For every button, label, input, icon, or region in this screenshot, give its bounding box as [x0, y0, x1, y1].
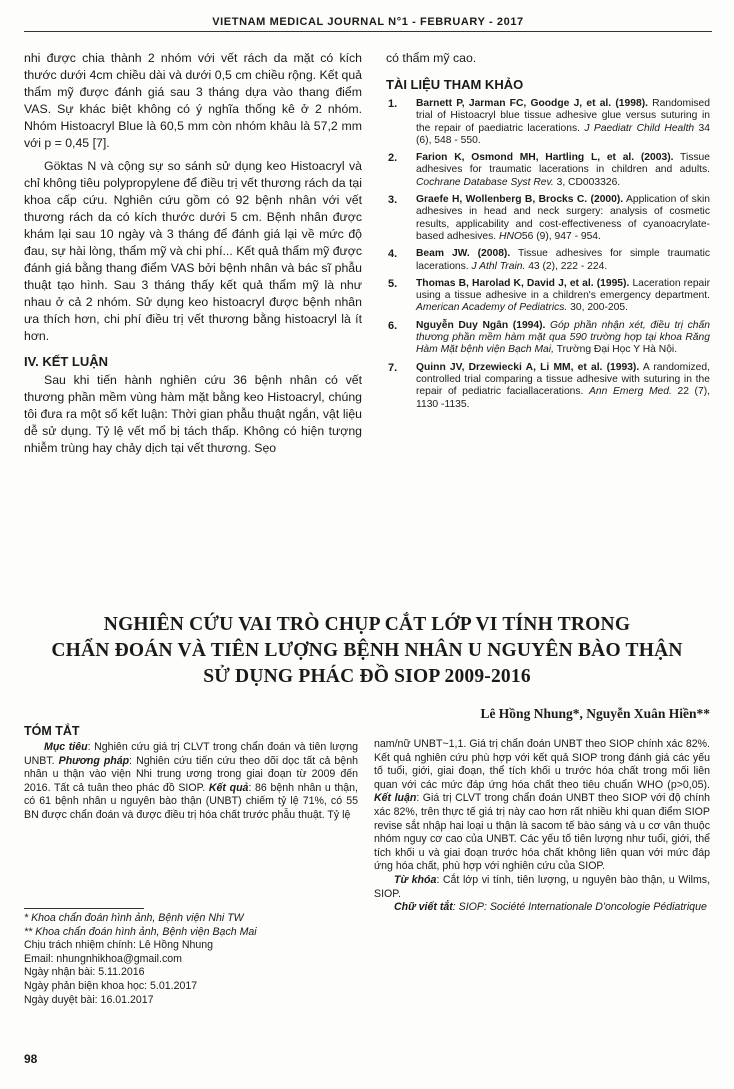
reference-authors: Thomas B, Harolad K, David J, et al. (1995). [416, 277, 630, 289]
article-title [30, 612, 704, 690]
reference-details: 43 (2), 222 - 224. [525, 260, 608, 272]
reference-journal: Ann Emerg Med. [589, 386, 672, 398]
reference-number: 2. [388, 152, 398, 165]
reference-number: 7. [388, 361, 398, 374]
reference-item [386, 194, 710, 243]
journal-header: VIETNAM MEDICAL JOURNAL N°1 - FEBRUARY - 2017 [24, 16, 712, 32]
reference-details: 30, 200-205. [567, 302, 628, 314]
label-phuong-phap: Phương pháp [58, 754, 130, 767]
paragraph: Göktas N và cộng sự so sánh sử dụng keo Histoacryl và chỉ không tiêu polypropylene để điều trị vết thương rách da tại khoa cấp cứu. Nghiên cứu gồm có 92 bệnh nhân với vết thương rách da có kích thước dưới 5 cm. Bệnh nhân được khám lại sau 10 ngày và 3 tháng để đánh giá lại về mức độ đau, sự hài lòng, thẩm mỹ và chi phí... Kết quả thẩm mỹ được đánh giá bằng thang điểm VAS bởi bệnh nhân và bác sĩ phẫu thuật tạo hình. Sau 3 tháng thấy kết quả thẩm mỹ là như nhau ở cả 2 nhóm. Sử dụng keo histoacryl được bệnh nhân ưa thích hơn, chi phí điều trị vết thương bằng histoacryl là ít hơn. [24, 159, 362, 343]
label-tu-khoa: Từ khóa [394, 873, 437, 886]
reference-authors: Quinn JV, Drzewiecki A, Li MM, et al. (1993). [416, 361, 640, 373]
reference-authors: Barnett P, Jarman FC, Goodge J, et al. (1998). [416, 98, 648, 109]
reference-text: Randomised trial of Histoacryl blue tissue adhesive glue versus suturing in the repair of paediatric lacerations. [416, 98, 710, 134]
reference-authors: Farion K, Osmond MH, Hartling L, et al. (2003). [416, 152, 674, 164]
reference-text: Tissue adhesives for simple traumatic lacerations. [416, 248, 711, 272]
reference-number: 4. [388, 248, 398, 261]
reference-text: Application of skin adhesives in head and neck surgery: analysis of cosmetic results, applicability and cost-effectiveness of cyanoacrylate-based adhesives. [416, 194, 710, 242]
reference-item [386, 278, 710, 315]
reference-item [386, 98, 710, 147]
reference-journal: Góp phần nhận xét, điều trị chấn thương phần mềm hàm mặt qua 590 trường hợp tại khoa Răng Hàm Mặt bệnh viện Bạch Mai, [416, 319, 710, 356]
text: : 86 bệnh nhân u thận, có 61 bệnh nhân u nguyên bào thận (UNBT) chiếm tỷ lệ 71%, có 55 BN được chẩn đoán và được điều trị hóa chất trước phẫu thuật. Tỷ lệ [24, 781, 359, 821]
reference-text: Laceration repair using a tissue adhesive in a children's emergency department. [416, 277, 711, 302]
text: : Giá trị CLVT trong chẩn đoán UNBT theo SIOP với độ chính xác 82%, trên thực tế giá trị này cao hơn rất nhiều khi quan điểm SIOP revise sắt nhập hai loại u thận là sacom tế bào sáng và u cơ vân thuộc nhóm nguy cơ cao của UNBT. Các yếu tố tiên lượng như tuổi, giới, thể tích khối u và giai đoạn trước hóa chất không liên quan với mức đáp ứng hóa chất, phù hợp với nghiên cứu của SIOP. [374, 792, 710, 873]
footnote-email: Email: nhungnhikhoa@gmail.com [24, 952, 182, 965]
title-line: NGHIÊN CỨU VAI TRÒ CHỤP CẮT LỚP VI TÍNH TRONG [103, 614, 631, 635]
paragraph: có thẩm mỹ cao. [386, 51, 477, 65]
text: nam/nữ UNBT~1,1. Giá trị chẩn đoán UNBT theo SIOP chính xác 82%. Kết quả nghiên cứu phù hợp với kết quả SIOP trong đánh giá các yếu tố tuổi, giới, giai đoạn, thể tích khối u trước hóa chất trong mối liên quan với các mức đáp ứng hóa chất theo tiêu chuẩn WHO (p>0,05). [374, 738, 710, 791]
reference-details: 22 (7), 1130 -1135. [416, 386, 710, 410]
title-line: CHẨN ĐOÁN VÀ TIÊN LƯỢNG BỆNH NHÂN U NGUYÊN BÀO THẬN [51, 640, 683, 661]
right-column [386, 50, 710, 416]
reference-text: Tissue adhesives for traumatic lacerations in children and adults. [416, 152, 711, 176]
article-authors: Lê Hồng Nhung*, Nguyễn Xuân Hiền** [480, 706, 710, 721]
section-heading: IV. KẾT LUẬN [24, 354, 109, 369]
reference-journal: HNO [499, 230, 522, 242]
reference-number: 5. [388, 277, 398, 290]
text: : Cắt lớp vi tính, tiên lượng, u nguyên bào thận, u Wilms, SIOP. [374, 873, 711, 900]
left-column [24, 50, 362, 457]
reference-details: Trường Đại Học Y Hà Nội. [553, 344, 678, 356]
reference-authors: Nguyễn Duy Ngân (1994). [416, 319, 546, 331]
reference-journal: American Academy of Pediatrics. [416, 302, 568, 314]
reference-authors: Graefe H, Wollenberg B, Brocks C. (2000). [416, 194, 624, 206]
reference-item [386, 362, 710, 411]
footnote-divider [24, 908, 144, 909]
page-number: 98 [24, 1052, 38, 1066]
reference-number: 6. [388, 319, 398, 332]
footnote: Ngày phản biện khoa học: 5.01.2017 [24, 979, 198, 992]
reference-details: 34 (6), 548 - 550. [416, 122, 710, 146]
reference-item [386, 152, 710, 189]
abstract-left [24, 724, 358, 823]
label-muc-tieu: Mục tiêu [44, 741, 88, 753]
reference-list [386, 98, 710, 411]
footnote: Chịu trách nhiệm chính: Lê Hồng Nhung [24, 939, 214, 952]
abstract-right [374, 738, 710, 915]
footnote: ** Khoa chẩn đoán hình ảnh, Bệnh viện Bạch Mai [24, 925, 257, 938]
text: : SIOP: Société Internationale D'oncologie Pédiatrique [452, 901, 707, 914]
reference-details: 56 (9), 947 - 954. [521, 230, 601, 242]
text: : Nghiên cứu tiến cứu theo dõi dọc tất cả bệnh nhân u thận vào viện Nhi trung ương trong giai đoạn từ 2009 đến 2016. Tất cả tuân theo phác đồ SIOP. [24, 754, 358, 794]
label-ket-qua: Kết quả [208, 781, 249, 794]
reference-number: 3. [388, 194, 398, 207]
reference-number: 1. [388, 98, 398, 110]
footnote: Ngày nhận bài: 5.11.2016 [24, 966, 145, 979]
paragraph: Sau khi tiến hành nghiên cứu 36 bệnh nhân có vết thương phần mềm vùng hàm mặt bằng keo Histoacryl, chúng tôi đưa ra một số kết luận: Thời gian phẫu thuật ngắn, vật liệu dễ sử dụng. Tỷ lệ vết mổ bị tách thấp. Không có hiện tượng nhiễm trùng hay chảy dịch tại vết thương. Sẹo [24, 373, 362, 455]
abstract-text [24, 741, 358, 823]
label-chu-viet-tat: Chữ viết tắt [394, 901, 453, 914]
footnote: * Khoa chẩn đoán hình ảnh, Bệnh viện Nhi TW [24, 912, 244, 924]
reference-authors: Beam JW. (2008). [416, 248, 511, 260]
footnote: Ngày duyệt bài: 16.01.2017 [24, 993, 154, 1006]
label-ket-luan: Kết luận [374, 792, 417, 805]
abstract-heading: TÓM TẮT [24, 724, 80, 738]
reference-details: 3, CD003326. [553, 176, 621, 188]
reference-journal: Cochrane Database Syst Rev. [416, 176, 554, 188]
text: : Nghiên cứu giá trị CLVT trong chẩn đoán và tiên lượng UNBT. [24, 741, 358, 767]
reference-journal: J Athl Train. [471, 260, 526, 272]
reference-journal: J Paediatr Child Health [584, 122, 695, 134]
reference-item [386, 320, 710, 357]
footnotes [24, 908, 354, 1007]
references-heading: TÀI LIỆU THAM KHẢO [386, 77, 524, 92]
reference-item [386, 248, 710, 273]
reference-text: A randomized, controlled trial comparing a tissue adhesive with suturing in the repair of pediatric faciallacerations. [416, 361, 710, 398]
paragraph: nhi được chia thành 2 nhóm với vết rách da mặt có kích thước dưới 4cm chiều dài và dưới 0,5 cm chiều rộng. Kết quả thẩm mỹ được đánh giá sau 3 tháng dựa vào thang điểm VAS. Sự khác biệt không có ý nghĩa thống kê ở 2 nhóm. Nhóm Histoacryl Blue là 60,5 mm còn nhóm khâu là 57,2 mm với p = 0,45 [7]. [24, 51, 362, 150]
title-line: SỬ DỤNG PHÁC ĐỒ SIOP 2009-2016 [203, 666, 531, 687]
